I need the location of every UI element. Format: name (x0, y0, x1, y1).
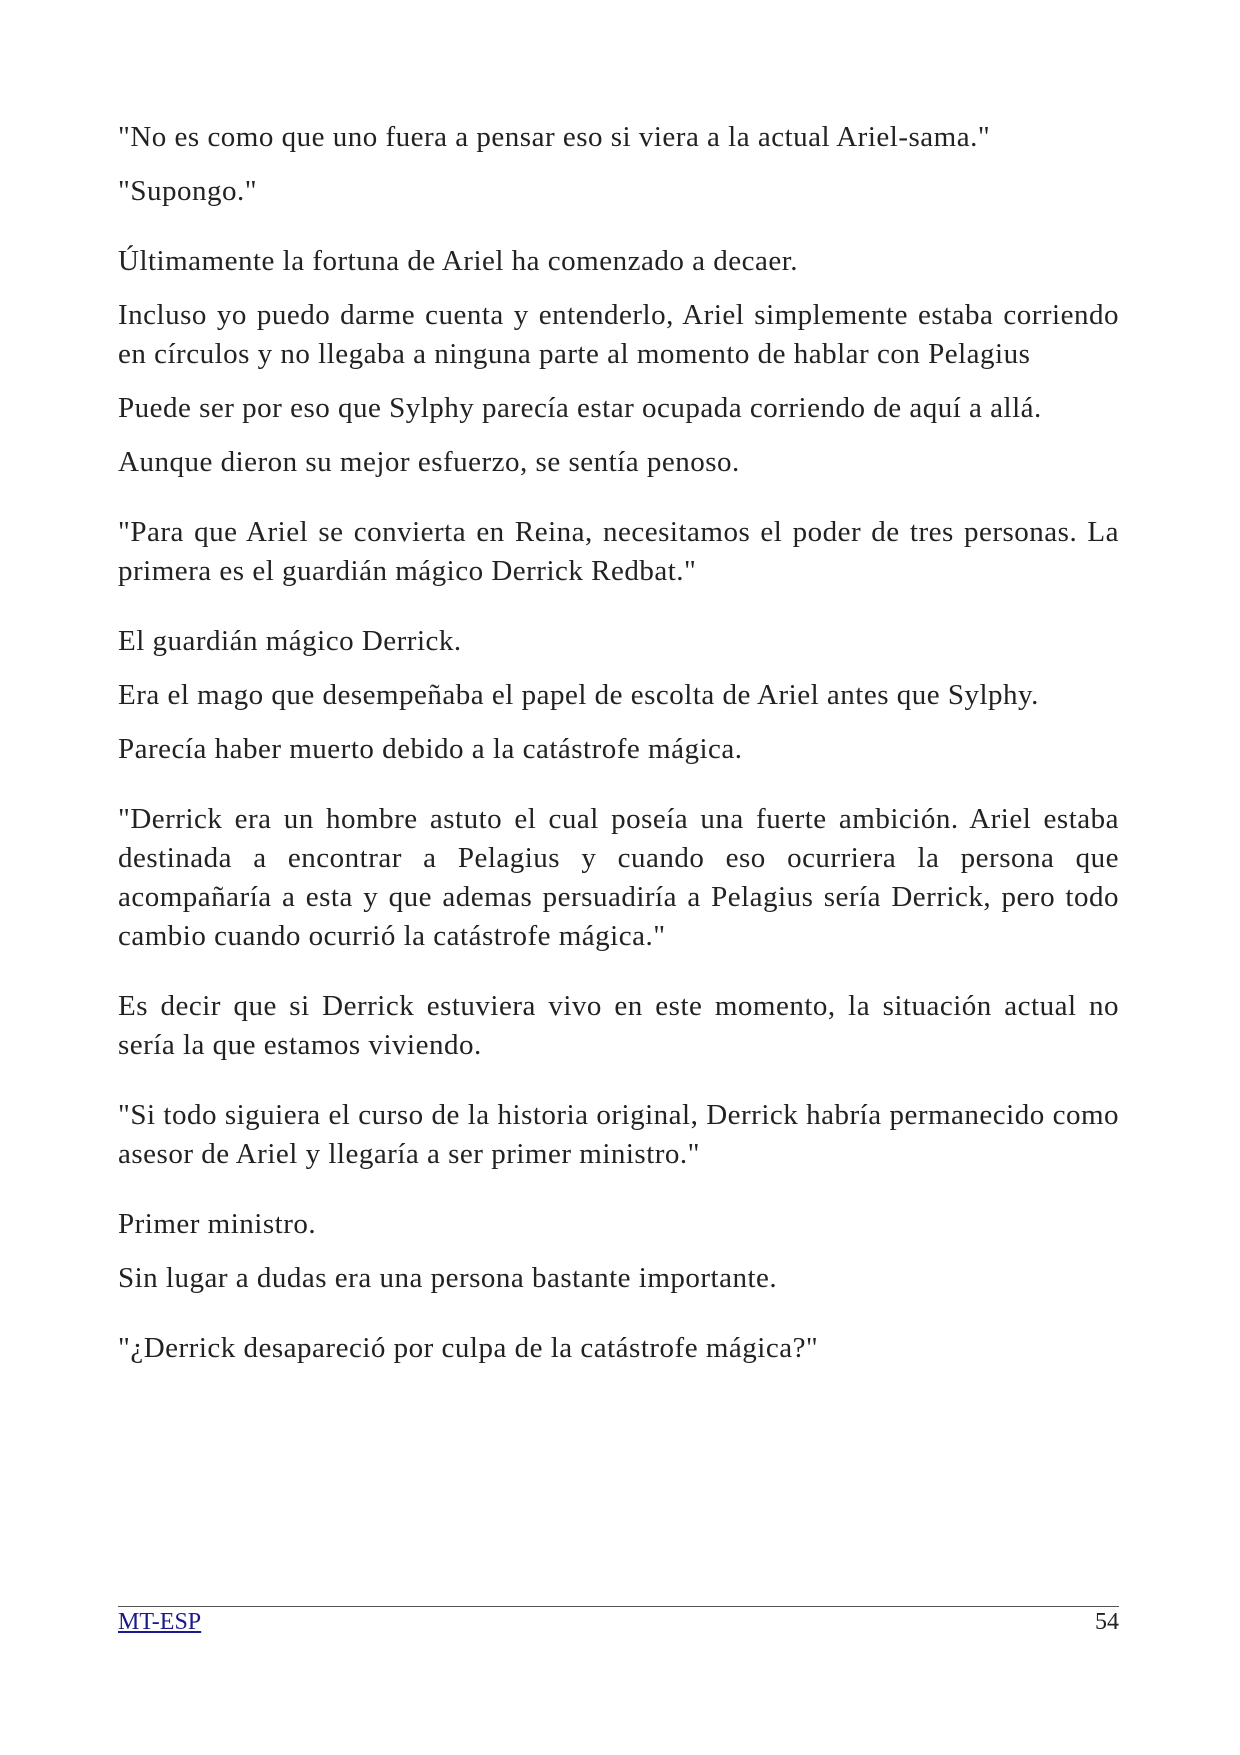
paragraph-13: "Si todo siguiera el curso de la historia original, Derrick habría permanecido como asesor de Ariel y llegaría a ser primer ministro." (118, 1099, 1119, 1170)
paragraph-14: Primer ministro. (118, 1208, 317, 1240)
paragraph-12: Es decir que si Derrick estuviera vivo en este momento, la situación actual no sería la que estamos viviendo. (118, 990, 1119, 1061)
paragraph-11: "Derrick era un hombre astuto el cual poseía una fuerte ambición. Ariel estaba destinada a encontrar a Pelagius y cuando eso ocurriera la persona que acompañaría a esta y que ademas persuadiría a Pelagius sería Derrick, pero todo cambio cuando ocurrió la catástrofe mágica." (118, 803, 1119, 952)
page-body (118, 118, 1119, 1383)
page-footer (118, 1606, 1119, 1647)
paragraph-6: Aunque dieron su mejor esfuerzo, se sentía penoso. (118, 446, 740, 478)
paragraph-4: Incluso yo puedo darme cuenta y entenderlo, Ariel simplemente estaba corriendo en círculos y no llegaba a ninguna parte al momento de hablar con Pelagius (118, 299, 1119, 370)
paragraph-15: Sin lugar a dudas era una persona bastante importante. (118, 1262, 778, 1294)
paragraph-3: Últimamente la fortuna de Ariel ha comenzado a decaer. (118, 245, 799, 277)
footer-source-link[interactable]: MT-ESP (118, 1609, 202, 1635)
paragraph-7: "Para que Ariel se convierta en Reina, necesitamos el poder de tres personas. La primera es el guardián mágico Derrick Redbat." (118, 516, 1119, 587)
paragraph-16: "¿Derrick desapareció por culpa de la catástrofe mágica?" (118, 1332, 819, 1364)
paragraph-10: Parecía haber muerto debido a la catástrofe mágica. (118, 733, 743, 765)
paragraph-9: Era el mago que desempeñaba el papel de escolta de Ariel antes que Sylphy. (118, 679, 1039, 711)
paragraph-1: "No es como que uno fuera a pensar eso si viera a la actual Ariel-sama." (118, 121, 991, 153)
paragraph-5: Puede ser por eso que Sylphy parecía estar ocupada corriendo de aquí a allá. (118, 392, 1042, 424)
paragraph-8: El guardián mágico Derrick. (118, 625, 462, 657)
paragraph-2: "Supongo." (118, 175, 258, 207)
page-number: 54 (1095, 1609, 1119, 1635)
